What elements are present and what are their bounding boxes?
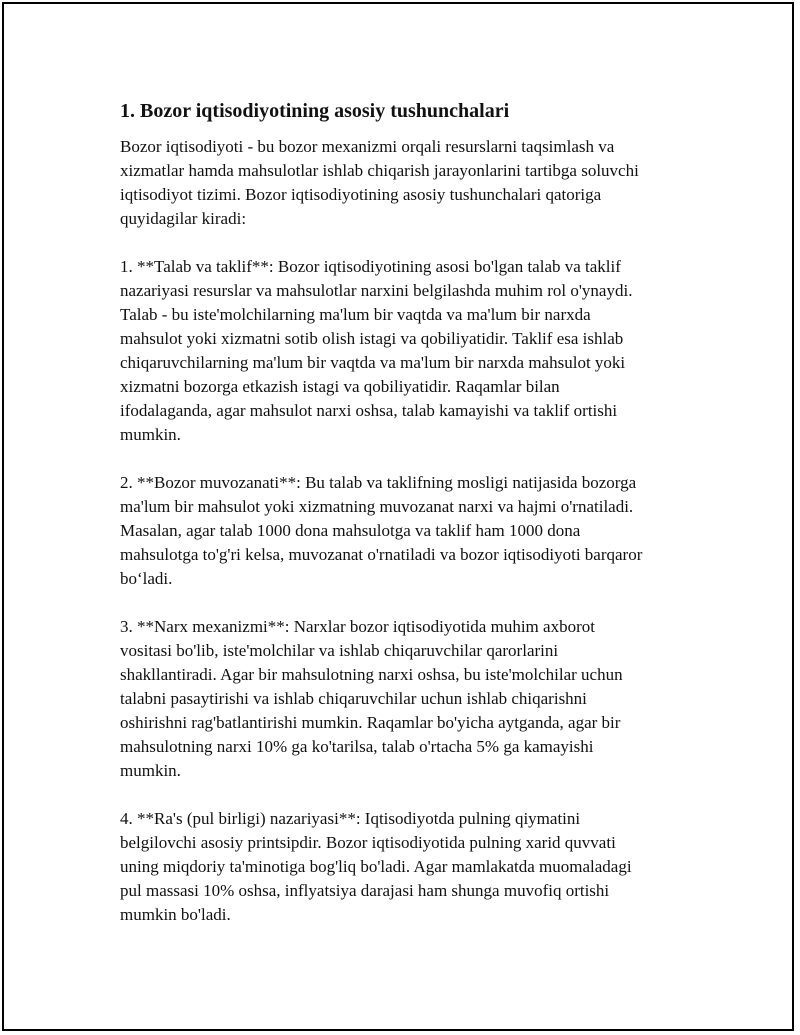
intro-paragraph: Bozor iqtisodiyoti - bu bozor mexanizmi orqali resurslarni taqsimlash va xizmatlar hamda mahsulotlar ishlab chiqarish jarayonlarini tartibga soluvchi iqtisodiyot tizimi. Bozor iqtisodiyotining asosiy tushunchalari qatoriga quyidagilar kiradi: (120, 137, 639, 228)
section-title: 1. Bozor iqtisodiyotining asosiy tushunchalari (120, 100, 510, 122)
paragraph-pul-birligi-nazariyasi: 4. **Ra's (pul birligi) nazariyasi**: Iqtisodiyotda pulning qiymatini belgilovchi asosiy printsipdir. Bozor iqtisodiyotida pulning xarid quvvati uning miqdoriy ta'minotiga bog'liq bo'ladi. Agar mamlakatda muomaladagi pul massasi 10% oshsa, inflyatsiya darajasi ham shunga muvofiq ortishi mumkin bo'ladi. (120, 809, 632, 924)
document-body (120, 98, 700, 951)
paragraph-talab-va-taklif: 1. **Talab va taklif**: Bozor iqtisodiyotining asosi bo'lgan talab va taklif nazariyasi resurslar va mahsulotlar narxini belgilashda muhim rol o'ynaydi. Talab - bu iste'molchilarning ma'lum bir vaqtda va ma'lum bir narxda mahsulot yoki xizmatni sotib olish istagi va qobiliyatidir. Taklif esa ishlab chiqaruvchilarning ma'lum bir vaqtda va ma'lum bir narxda mahsulot yoki xizmatni bozorga etkazish istagi va qobiliyatidir. Raqamlar bilan ifodalaganda, agar mahsulot narxi oshsa, talab kamayishi va taklif ortishi mumkin. (120, 257, 633, 444)
paragraph-bozor-muvozanati: 2. **Bozor muvozanati**: Bu talab va taklifning mosligi natijasida bozorga ma'lum bir mahsulot yoki xizmatning muvozanat narxi va hajmi o'rnatiladi. Masalan, agar talab 1000 dona mahsulotga va taklif ham 1000 dona mahsulotga to'g'ri kelsa, muvozanat o'rnatiladi va bozor iqtisodiyoti barqaror bo‘ladi. (120, 473, 643, 588)
paragraph-narx-mexanizmi: 3. **Narx mexanizmi**: Narxlar bozor iqtisodiyotida muhim axborot vositasi bo'lib, iste'molchilar va ishlab chiqaruvchilar qarorlarini shakllantiradi. Agar bir mahsulotning narxi oshsa, bu iste'molchilar uchun talabni pasaytirishi va ishlab chiqaruvchilar uchun ishlab chiqarishni oshirishni rag'batlantirishi mumkin. Raqamlar bo'yicha aytganda, agar bir mahsulotning narxi 10% ga ko'tarilsa, talab o'rtacha 5% ga kamayishi mumkin. (120, 617, 623, 780)
document-page (2, 2, 794, 1031)
